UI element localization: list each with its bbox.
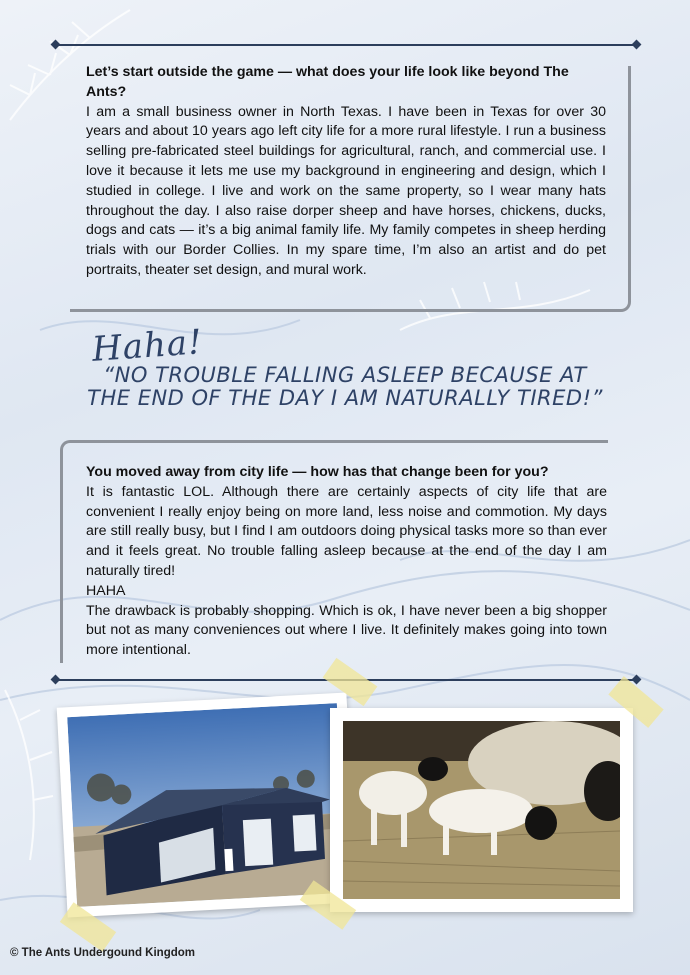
section2-question: You moved away from city life — how has that change been for you? xyxy=(86,464,549,480)
sheep-image xyxy=(343,721,620,899)
section2-answer-2: HAHA xyxy=(86,582,126,599)
section1-answer: I am a small business owner in North Texas. I have been in Texas for over 30 years and about 10 years ago left city life for a more rural lifestyle. I run a business selling pre-fabricated steel buildings for agricultural, ranch, and commercial use. I love it because it lets me use my background in engineering and design, which I studied in college. I live and work on the same property, so I wear many hats throughout the day. I also raise dorper sheep and have horses, chickens, ducks, dogs and cats — it’s a big animal family life. My family competes in sheep herding trials with our Border Collies. In my spare time, I’m also an artist and do pet portraits, theater set design, and mural work. xyxy=(86,103,606,278)
section1-question: Let’s start outside the game — what does your life look like beyond The Ants? xyxy=(86,64,569,100)
section1-text xyxy=(86,63,606,281)
copyright-footer: © The Ants Undergound Kingdom xyxy=(10,947,195,959)
top-divider xyxy=(56,44,636,46)
section2-answer-1: It is fantastic LOL. Although there are certainly aspects of city life that are convenient I really enjoy being on more land, less noise and commotion. My days are still really busy, but I find I am outdoors doing physical tasks more so than ever and it feels great. No trouble falling asleep because at the end of the day I am naturally tired! xyxy=(86,483,607,579)
section2-answer-3: The drawback is probably shopping. Which is ok, I have never been a big shopper but not as many conveniences out where I live. It definitely makes going into town more intentional. xyxy=(86,602,607,659)
steel-building-image xyxy=(67,703,347,907)
photo-sheep xyxy=(330,708,633,912)
pullquote-exclaim: Haha! xyxy=(90,322,205,370)
section2-text xyxy=(86,463,607,661)
pullquote-text: “NO TROUBLE FALLING ASLEEP BECAUSE AT THE END OF THE DAY I AM NATURALLY TIRED!” xyxy=(87,363,603,410)
